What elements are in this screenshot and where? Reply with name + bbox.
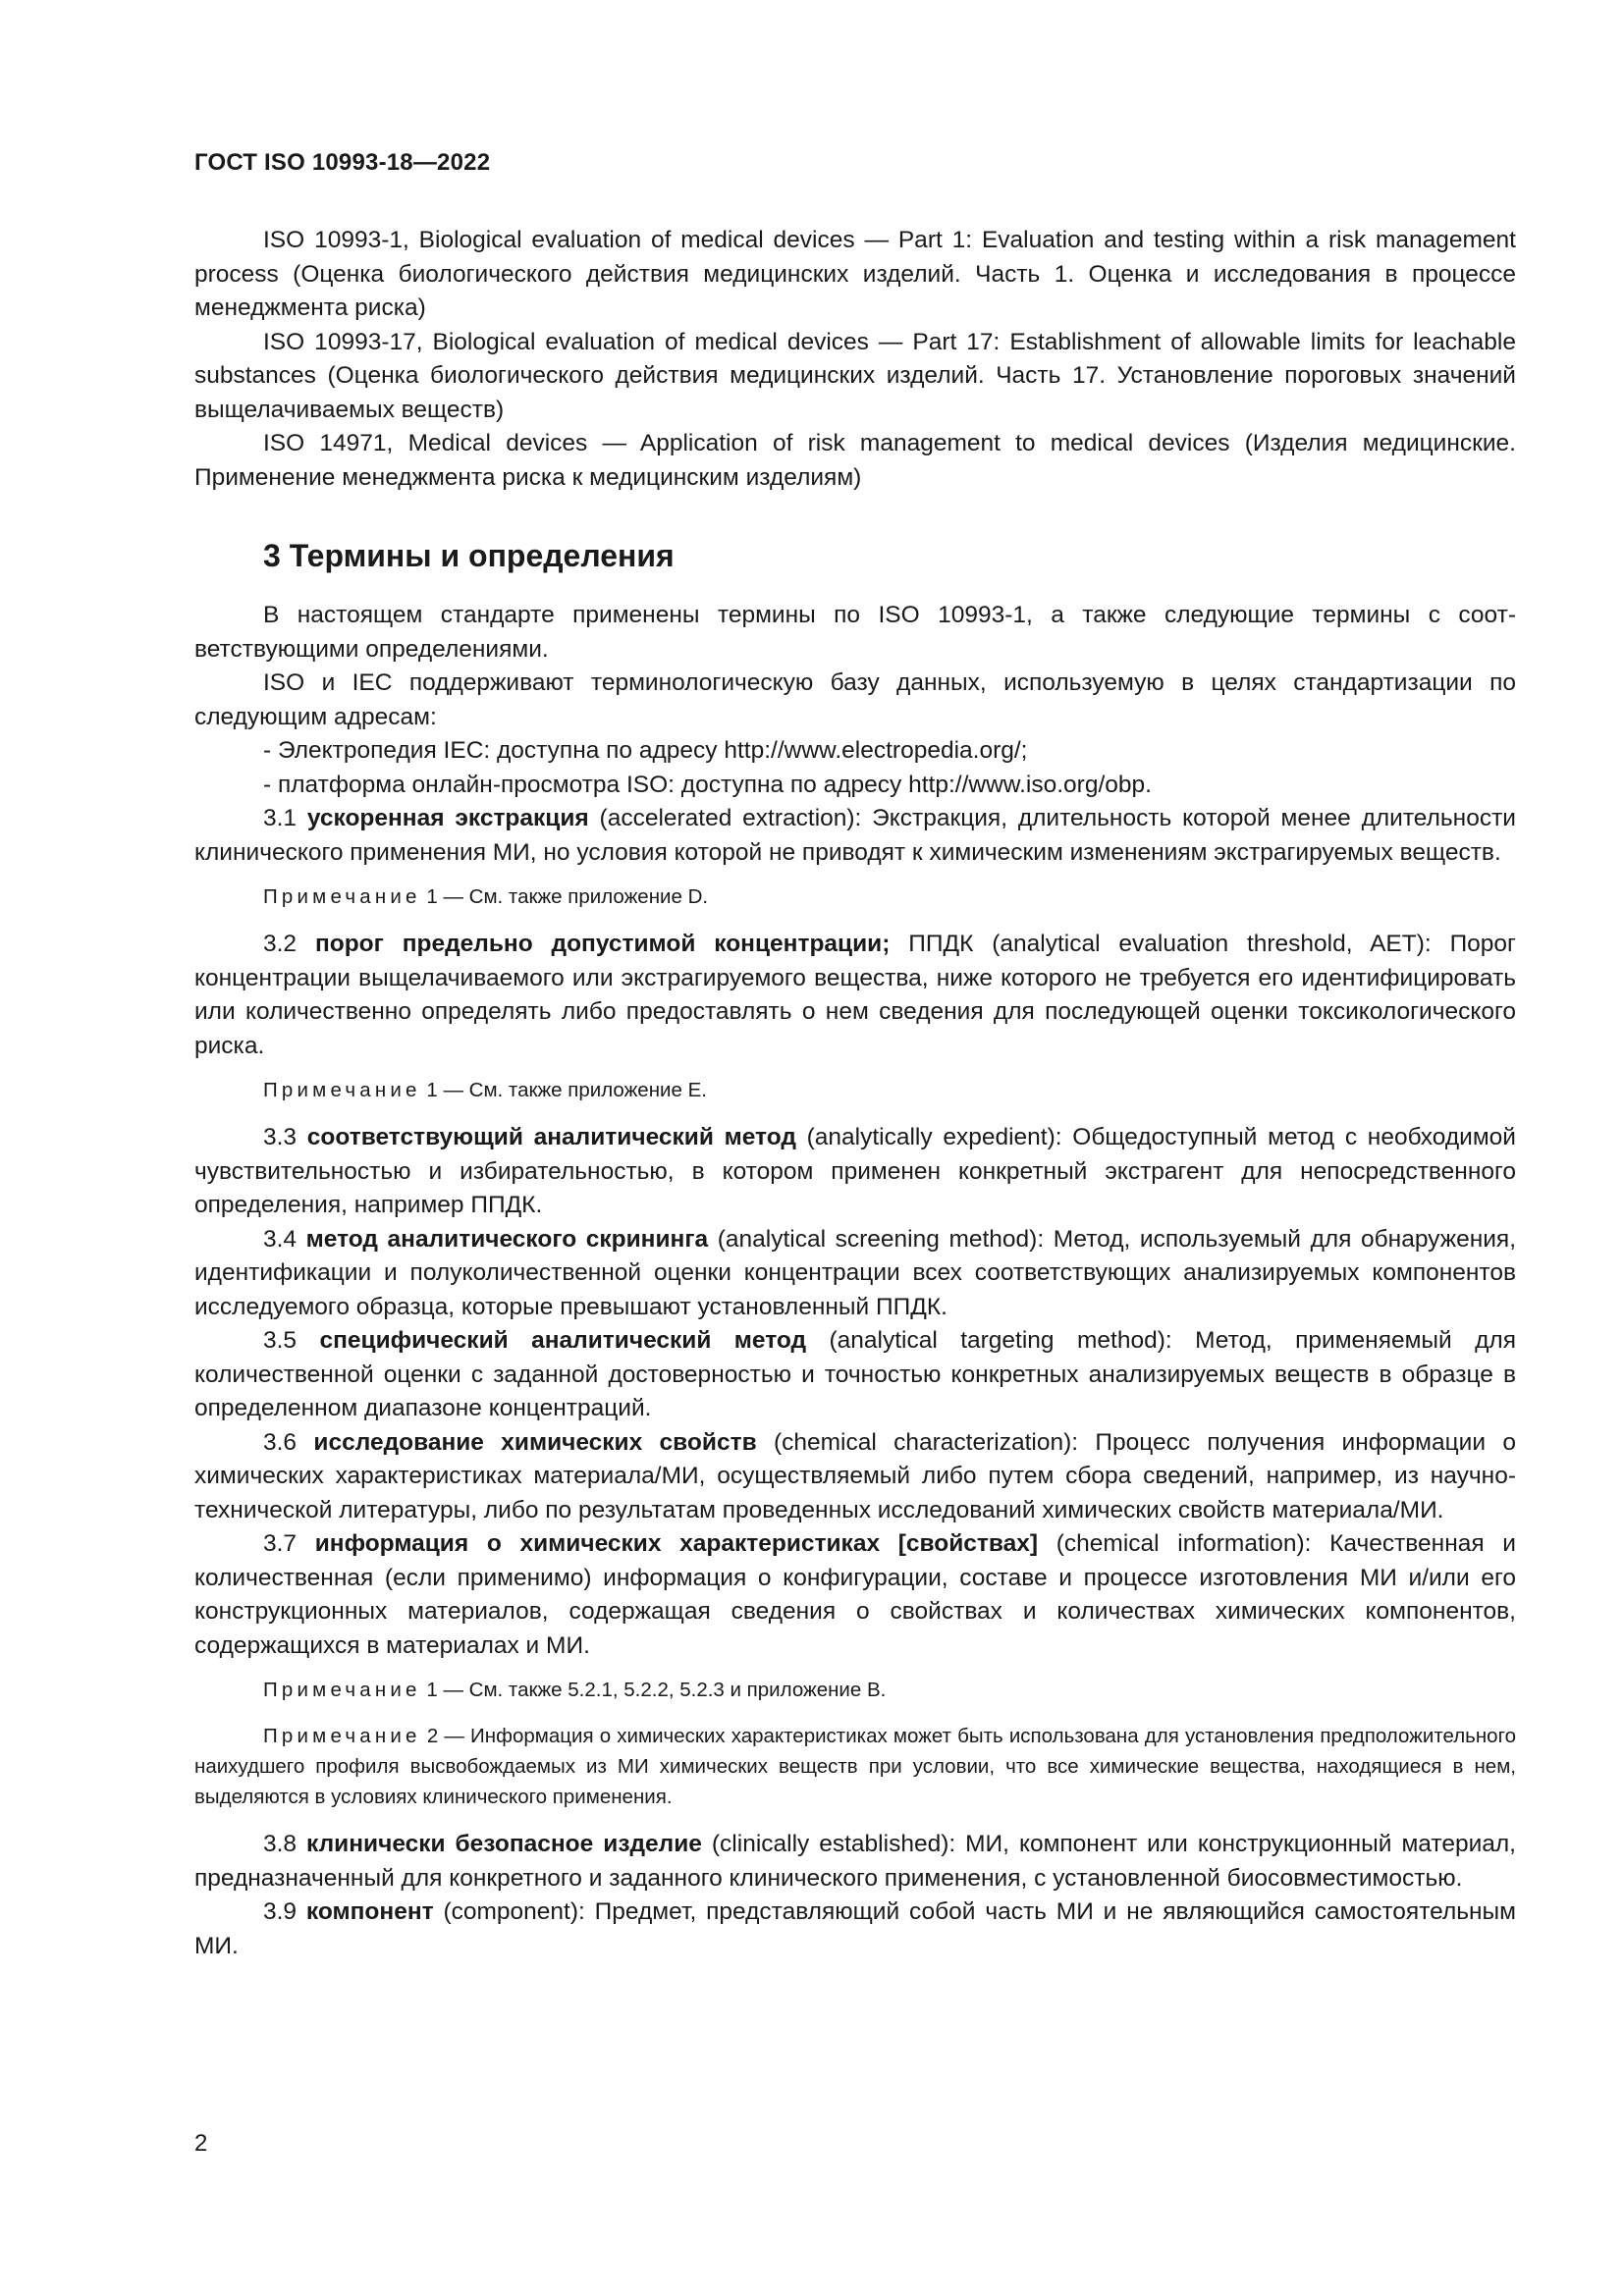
term-3-9 (194, 1896, 1516, 1963)
note-3-7-2 (194, 1721, 1516, 1812)
term-title: порог предельно допустимой концентрации; (314, 931, 891, 957)
term-title: соответствующий аналитический метод (306, 1124, 796, 1150)
term-number: 3.1 (263, 805, 307, 831)
note-label: Примечание (263, 1079, 421, 1101)
note-3-7-1 (194, 1675, 1516, 1705)
note-3-1 (194, 881, 1516, 912)
note-label: Примечание (263, 1679, 421, 1701)
list-item-electropedia: - Электропедия IEC: доступна по адресу http://www.electropedia.org/; (263, 737, 1028, 764)
term-definition: (analytical screening method): Метод, используемый для обнаружения, идентификации и полуколичественной оценки концентрации всех соответствующих анализируемых компонентов исследуемого образца, которые превышают установленный ППДК. (194, 1225, 1516, 1320)
term-3-2 (194, 928, 1516, 1063)
page-number: 2 (194, 2130, 208, 2157)
term-3-1 (194, 802, 1516, 870)
section-intro-2: ISO и IEC поддерживают терминологическую базу данных, используемую в целях стандартизации по следующим адресам: (194, 669, 1516, 730)
document-header: ГОСТ ISO 10993-18—2022 (194, 149, 491, 176)
note-text: 2 — Информация о химических характеристиках может быть использована для установления предположительного наихудшего профиля высвобождаемых из МИ химических веществ при условии, что все химические вещества, находящиеся в нем, выделяются в условиях клинического применения. (194, 1725, 1516, 1808)
term-title: специфический аналитический метод (319, 1327, 807, 1354)
note-text: 1 — См. также 5.2.1, 5.2.2, 5.2.3 и приложение B. (420, 1679, 887, 1701)
term-title: метод аналитического скрининга (305, 1225, 709, 1253)
term-3-3 (194, 1121, 1516, 1223)
term-3-8 (194, 1828, 1516, 1896)
note-text: 1 — См. также приложение E. (420, 1079, 707, 1101)
term-title: клинически безопасное изделие (306, 1831, 702, 1857)
term-definition: (chemical characterization): Процесс получения информации о химических характеристиках материала/МИ, осуществляемый либо путем сбора сведений, например, из научно-технической литературы, либо по результатам проведенных исследований химических свойств материала/МИ. (194, 1428, 1516, 1523)
section-title: 3 Термины и определения (263, 538, 675, 573)
section-intro-1: В настоящем стандарте применены термины по ISO 10993-1, а также следующие термины с соответствующими определениями. (194, 602, 1516, 663)
reference-iso-14971: ISO 14971, Medical devices — Application of risk management to medical devices (Изделия медицинские. Применение менеджмента риска к медицинским изделиям) (194, 430, 1516, 491)
term-title: ускоренная экстракция (306, 805, 589, 831)
term-title: исследование химических свойств (313, 1428, 757, 1456)
term-number: 3.5 (263, 1327, 320, 1354)
document-body (194, 224, 1516, 1963)
term-3-5 (194, 1324, 1516, 1426)
term-definition: ППДК (analytical evaluation threshold, AET): Порог концентрации выщелачиваемого или экстрагируемого вещества, ниже которого не требуется его идентифицировать или количественно определять либо предоставлять о нем сведения для последующей оценки токсикологического риска. (194, 931, 1516, 1059)
term-number: 3.6 (263, 1428, 314, 1456)
term-number: 3.2 (263, 931, 315, 957)
term-definition: (chemical information): Качественная и количественная (если применимо) информация о конфигурации, составе и процессе изготовления МИ и/или его конструкционных материалов, содержащая сведения о свойствах и количествах химических компонентов, содержащихся в материалах и МИ. (194, 1530, 1516, 1659)
term-definition: (analytically expedient): Общедоступный метод с необходимой чувствительностью и избирательностью, в котором применен конкретный экстрагент для непосредственного определения, например ППДК. (194, 1124, 1516, 1218)
reference-iso-10993-1: ISO 10993-1, Biological evaluation of medical devices — Part 1: Evaluation and testing within a risk management process (Оценка биологического действия медицинских изделий. Часть 1. Оценка и исследования в процессе менеджмента риска) (194, 227, 1516, 321)
term-definition: (accelerated extraction): Экстракция, длительность которой менее длительности клинического применения МИ, но условия которой не приводят к химическим изменениям экстрагируемых веществ. (194, 805, 1516, 866)
term-number: 3.8 (263, 1831, 307, 1857)
document-page (194, 0, 1516, 2296)
term-definition: (clinically established): МИ, компонент или конструкционный материал, предназначенный для конкретного и заданного клинического применения, с установленной биосовместимостью. (194, 1831, 1516, 1892)
term-3-4 (194, 1223, 1516, 1325)
note-label: Примечание (263, 1725, 421, 1747)
term-title: информация о химических характеристиках [свойствах] (314, 1530, 1039, 1557)
term-definition: (component): Предмет, представляющий собой часть МИ и не являющийся самостоятельным МИ. (194, 1898, 1517, 1959)
term-number: 3.9 (263, 1898, 306, 1925)
note-label: Примечание (263, 885, 421, 908)
note-3-2 (194, 1075, 1516, 1105)
note-text: 1 — См. также приложение D. (420, 885, 709, 908)
term-definition: (analytical targeting method): Метод, применяемый для количественной оценки с заданной достоверностью и точностью конкретных анализируемых веществ в образце в определенном диапазоне концентраций. (194, 1327, 1516, 1421)
term-title: компонент (305, 1898, 434, 1925)
term-number: 3.4 (263, 1225, 306, 1253)
list-item-iso-obp: - платформа онлайн-просмотра ISO: доступна по адресу http://www.iso.org/obp. (263, 771, 1152, 798)
term-3-7 (194, 1527, 1516, 1663)
term-number: 3.3 (263, 1124, 307, 1150)
reference-iso-10993-17: ISO 10993-17, Biological evaluation of medical devices — Part 17: Establishment of allowable limits for leachable substances (Оценка биологического действия медицинских изделий. Часть 17. Установление пороговых значений выщелачиваемых веществ) (194, 328, 1516, 423)
term-3-6 (194, 1426, 1516, 1528)
term-number: 3.7 (263, 1530, 315, 1557)
